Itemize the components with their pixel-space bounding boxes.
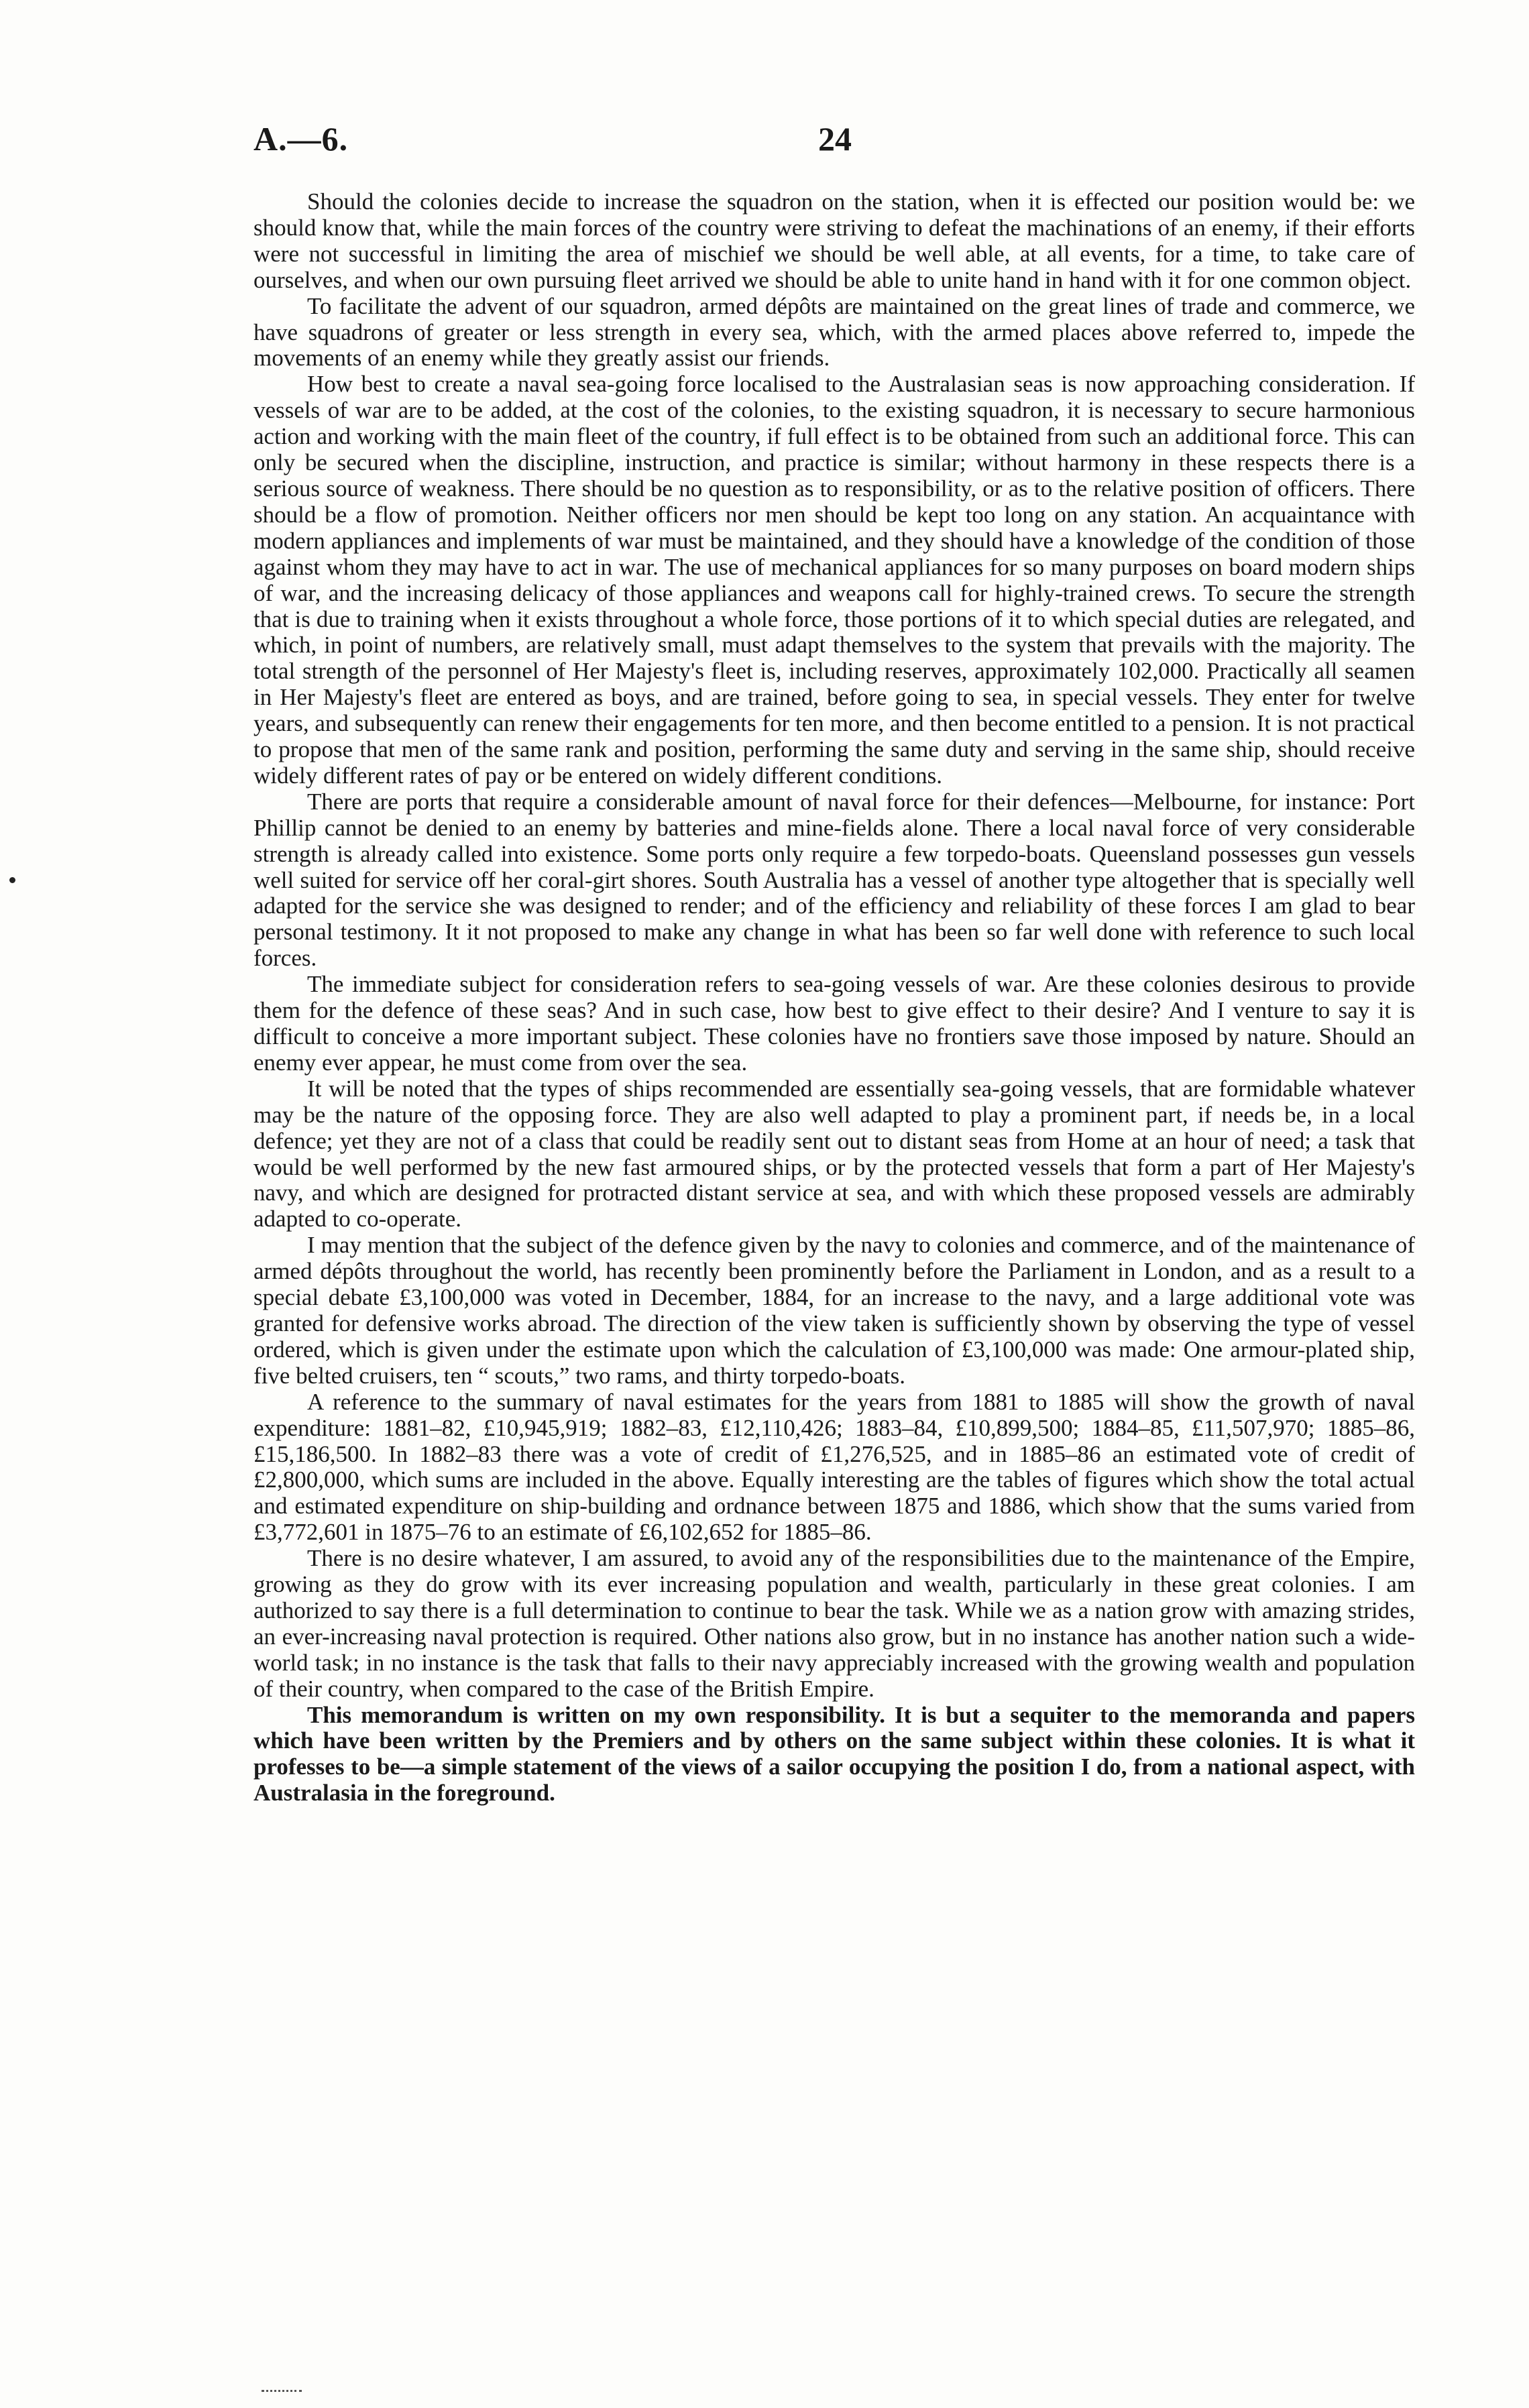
paragraph: How best to create a naval sea-going force localised to the Australasian seas is now approaching consideration. If vessels of war are to be added, at the cost of the colonies, to the existing squadron, it is necessary to secure harmonious action and working with the main fleet of the country, if full effect is to be obtained from such an additional force. This can only be secured when the discipline, instruction, and practice is similar; without harmony in these respects there is a serious source of weakness. There should be no question as to responsibility, or as to the relative position of officers. There should be a flow of promotion. Neither officers nor men should be kept too long on any station. An acquaintance with modern appliances and implements of war must be maintained, and they should have a knowledge of the condition of those against whom they may have to act in war. The use of mechanical appliances for so many purposes on board modern ships of war, and the increasing delicacy of those appliances and weapons call for highly-trained crews. To secure the strength that is due to training when it exists throughout a whole force, those portions of it to which special duties are relegated, and which, in point of numbers, are relatively small, must adapt themselves to the system that prevails with the majority. The total strength of the personnel of Her Majesty's fleet is, including reserves, approximately 102,000. Practically all seamen in Her Majesty's fleet are entered as boys, and are trained, before going to sea, in special vessels. They enter for twelve years, and subsequently can renew their engagements for ten more, and then become entitled to a pension. It is not practical to propose that men of the same rank and position, performing the same duty and serving in the same ship, should receive widely different rates of pay or be entered on widely different conditions. bbox=[253, 371, 1415, 789]
paragraph: There are ports that require a considerable amount of naval force for their defences—Melbourne, for instance: Port Phillip cannot be denied to an enemy by batteries and mine-fields alone. There a local naval force of very considerable strength is already called into existence. Some ports only require a few torpedo-boats. Queensland possesses gun vessels well suited for service off her coral-girt shores. South Australia has a vessel of another type altogether that is specially well adapted for the service she was designed to render; and of the efficiency and reliability of these forces I am glad to bear personal testimony. It it not proposed to make any change in what has been so far well done with reference to such local forces. bbox=[253, 788, 1415, 972]
closing-paragraph: This memorandum is written on my own responsibility. It is but a sequiter to the memoranda and papers which have been written by the Premiers and by others on the same subject within these colonies. It is what it professes to be—a simple statement of the views of a sailor occupying the position I do, from a national aspect, with Australasia in the foreground. bbox=[253, 1701, 1415, 1807]
paragraph: It will be noted that the types of ships recommended are essentially sea-going vessels, that are formidable whatever may be the nature of the opposing force. They are also well adapted to play a prominent part, if needs be, in a local defence; yet they are not of a class that could be readily sent out to distant seas from Home at an hour of need; a task that would be well performed by the new fast armoured ships, or by the protected vessels that form a part of Her Majesty's navy, and which are designed for protracted distant service at sea, and with which these proposed vessels are admirably adapted to co-operate. bbox=[253, 1075, 1415, 1232]
paragraph: The immediate subject for consideration refers to sea-going vessels of war. Are these colonies desirous to provide them for the defence of these seas? And in such case, how best to give effect to their desire? And I venture to say it is difficult to conceive a more important subject. These colonies have no frontiers save those imposed by nature. Should an enemy ever appear, he must come from over the sea. bbox=[253, 971, 1415, 1076]
page-number: 24 bbox=[818, 120, 852, 158]
page-header bbox=[253, 119, 1427, 166]
paragraph: Should the colonies decide to increase the squadron on the station, when it is effected our position would be: we should know that, while the main forces of the country were striving to defeat the machinations of an enemy, if their efforts were not successful in limiting the area of mischief we should be well able, at all events, for a time, to take care of ourselves, and when our own pursuing fleet arrived we should be able to unite hand in hand with it for one common object. bbox=[253, 188, 1415, 293]
paragraph: A reference to the summary of naval estimates for the years from 1881 to 1885 will show the growth of naval expenditure: 1881–82, £10,945,919; 1882–83, £12,110,426; 1883–84, £10,899,500; 1884–85, £11,507,970; 1885–86, £15,186,500. In 1882–83 there was a vote of credit of £1,276,525, and in 1885–86 an estimated vote of credit of £2,800,000, which sums are included in the above. Equally interesting are the tables of figures which show the total actual and estimated expenditure on ship-building and ordnance between 1875 and 1886, which show that the sums varied from £3,772,601 in 1875–76 to an estimate of £6,102,652 for 1885–86. bbox=[253, 1388, 1415, 1546]
document-code: A.—6. bbox=[253, 120, 349, 158]
paragraph: I may mention that the subject of the defence given by the navy to colonies and commerce, and of the maintenance of armed dépôts throughout the world, has recently been prominently before the Parliament in London, and as a result to a special debate £3,100,000 was voted in December, 1884, for an increase to the navy, and a large additional vote was granted for defensive works abroad. The direction of the view taken is sufficiently shown by observing the type of vessel ordered, which is given under the estimate upon which the calculation of £3,100,000 was made: One armour-plated ship, five belted cruisers, ten “ scouts,” two rams, and thirty torpedo-boats. bbox=[253, 1232, 1415, 1389]
margin-ink-dot bbox=[9, 877, 15, 883]
paragraph: There is no desire whatever, I am assured, to avoid any of the responsibilities due to the maintenance of the Empire, growing as they do grow with its ever increasing population and wealth, particularly in these great colonies. I am authorized to say there is a full determination to continue to bear the task. While we as a nation grow with amazing strides, an ever-increasing naval protection is required. Other nations also grow, but in no instance has another nation such a wide-world task; in no instance is the task that falls to their navy appreciably increased with the growing wealth and population of their country, when compared to the case of the British Empire. bbox=[253, 1545, 1415, 1702]
body-text bbox=[253, 189, 1415, 1807]
paragraph: To facilitate the advent of our squadron, armed dépôts are maintained on the great lines of trade and commerce, we have squadrons of greater or less strength in every sea, which, with the armed places above referred to, impede the movements of an enemy while they greatly assist our friends. bbox=[253, 292, 1415, 371]
footer-print-mark bbox=[262, 2390, 302, 2395]
